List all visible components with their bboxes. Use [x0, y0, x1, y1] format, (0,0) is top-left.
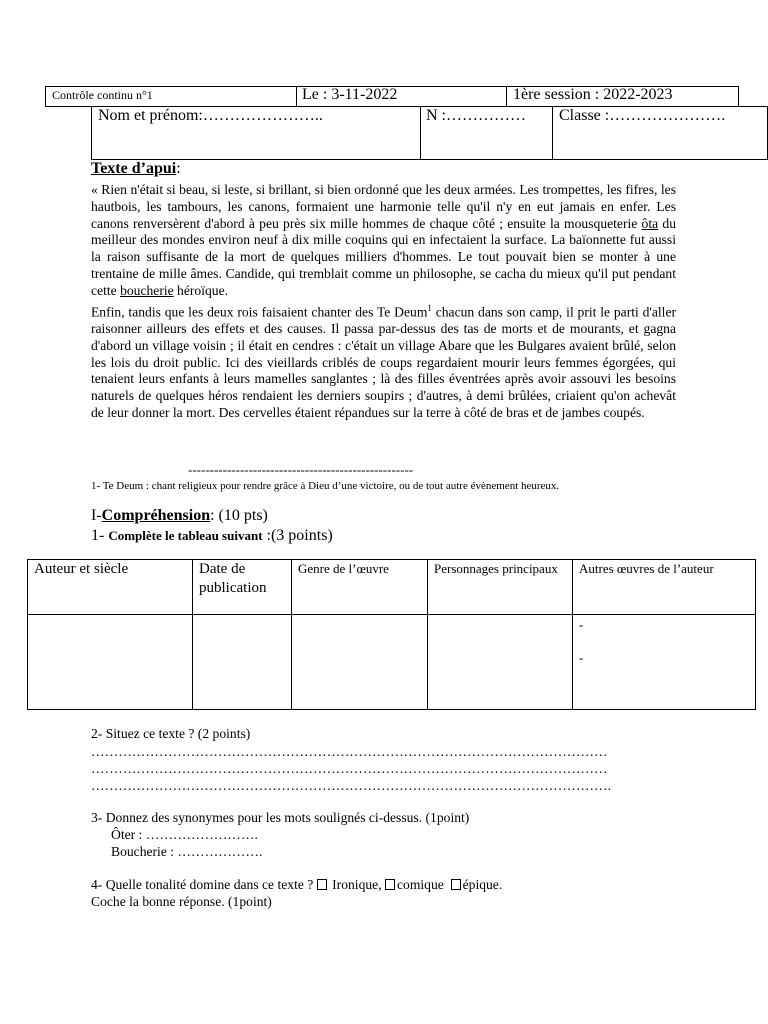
option-comique: comique [397, 877, 444, 892]
answer-line[interactable]: …………………………………………………………………………………………………… [91, 761, 608, 776]
question-3: 3- Donnez des synonymes pour les mots soulignés ci-dessus. (1point) [91, 810, 470, 825]
header-author: Auteur et siècle [34, 561, 129, 577]
info-table [27, 559, 756, 710]
table-header-cell [292, 560, 428, 615]
header-date: Date de publication [199, 561, 267, 596]
synonym-boucherie[interactable]: Boucherie : ………………. [111, 844, 263, 859]
answer-cell-characters[interactable] [428, 615, 573, 710]
checkbox-icon[interactable] [317, 879, 327, 890]
footnote: 1- Te Deum : chant religieux pour rendre grâce à Dieu d’une victoire, ou de tout autre évènement heureux. [91, 480, 560, 492]
passage [91, 182, 676, 422]
underlined-word-boucherie: boucherie [120, 282, 174, 298]
text-title-label: Texte d’apui [91, 160, 177, 177]
question-2: 2- Situez ce texte ? (2 points) [91, 726, 251, 741]
table-row [28, 615, 756, 710]
number-field[interactable]: N :…………… [426, 107, 526, 124]
q1-number: 1- [91, 527, 109, 544]
answer-cell-date[interactable] [193, 615, 292, 710]
footnote-marker: 1 [427, 302, 432, 313]
passage-text: du meilleur des mondes environ neuf à dix mille coquins qui en infectaient la surface. La baïonnette fut aussi la raison suffisante de la mort de quelques milliers d'hommes. Le tout pouvait bien se monter à une trentaine de mille âmes. Candide, qui tremblait comme un philosophe, se cacha du mieux qu'il put pendant cette [91, 215, 676, 298]
section-points: : (10 pts) [210, 507, 268, 524]
control-label: Contrôle continu n°1 [52, 88, 153, 102]
q1-text: Complète le tableau suivant [108, 528, 263, 543]
passage-paragraph-1 [91, 182, 676, 300]
text-title-colon: : [176, 160, 181, 177]
text-title [91, 160, 181, 178]
answer-cell-other-works[interactable] [573, 615, 756, 710]
session-label: 1ère session : 2022-2023 [513, 86, 673, 103]
underlined-word-ota: ôta [641, 215, 659, 231]
passage-text: Enfin, tandis que les deux rois faisaient chanter des Te Deum [91, 304, 428, 320]
section-title: Compréhension [101, 507, 211, 524]
dash-item: - [579, 650, 584, 665]
table-header-cell [193, 560, 292, 615]
table-header-cell [428, 560, 573, 615]
q1-points: :(3 points) [262, 527, 333, 544]
q4-text: 4- Quelle tonalité domine dans ce texte ? [91, 877, 317, 892]
class-field[interactable]: Classe :…………………. [559, 107, 726, 124]
answer-cell-genre[interactable] [292, 615, 428, 710]
table-header-cell [573, 560, 756, 615]
dash-item: - [579, 617, 584, 632]
header-characters: Personnages principaux [434, 561, 558, 576]
question-4 [91, 877, 502, 894]
option-ironique: Ironique, [332, 877, 382, 892]
name-field[interactable]: Nom et prénom:………………….. [98, 107, 323, 124]
header-other-works: Autres œuvres de l’auteur [579, 561, 714, 576]
table-header-cell [28, 560, 193, 615]
question-1 [91, 527, 333, 545]
section-prefix: I- [91, 507, 102, 524]
checkbox-icon[interactable] [385, 879, 395, 890]
passage-text: héroïque. [173, 282, 229, 298]
comprehension-heading [91, 507, 268, 525]
header-genre: Genre de l’œuvre [298, 561, 389, 576]
option-epique: épique. [462, 877, 503, 892]
answer-cell-author[interactable] [28, 615, 193, 710]
passage-text: « Rien n'était si beau, si leste, si brillant, si bien ordonné que les deux armées. Les trompettes, les fifres, les hautbois, les tambours, les canons, formaient une harmonie telle qu'il n'y en eut jamais en enfer. Les canons renversèrent d'abord à peu près six mille hommes de chaque côté ; ensuite la mousqueterie [91, 182, 676, 231]
passage-text: chacun dans son camp, il prit le parti d'aller raisonner ailleurs des effets et des causes. Il passa par-dessus des tas de morts et de mourants, et gagna d'abord un village voisin ; il était en cendres : c'était un village Abare que les Bulgares avaient brûlé, selon les lois du droit public. Ici des vieillards criblés de coups regardaient mourir leurs femmes égorgées, qui tenaient leurs enfants à leurs mamelles sanglantes ; là des filles éventrées après avoir assouvi les besoins naturels de quelques héros rendaient les derniers soupirs ; d'autres, à demi brûlées, criaient qu'on achevât de leur donner la mort. Des cervelles étaient répandues sur la terre à côté de bras et de jambes coupés. [91, 304, 677, 420]
table-header-row [28, 560, 756, 615]
synonym-oter[interactable]: Ôter : ……………………. [111, 827, 258, 842]
passage-paragraph-2 [91, 300, 676, 422]
date-label: Le : 3-11-2022 [302, 86, 398, 103]
checkbox-icon[interactable] [451, 879, 461, 890]
answer-line[interactable]: …………………………………………………………………………………………………… [91, 744, 608, 759]
question-4-instruction: Coche la bonne réponse. (1point) [91, 894, 272, 909]
footnote-separator: ---------------------------------------------------- [188, 462, 414, 477]
answer-line[interactable]: ……………………………………………………………………………………………………. [91, 778, 611, 793]
